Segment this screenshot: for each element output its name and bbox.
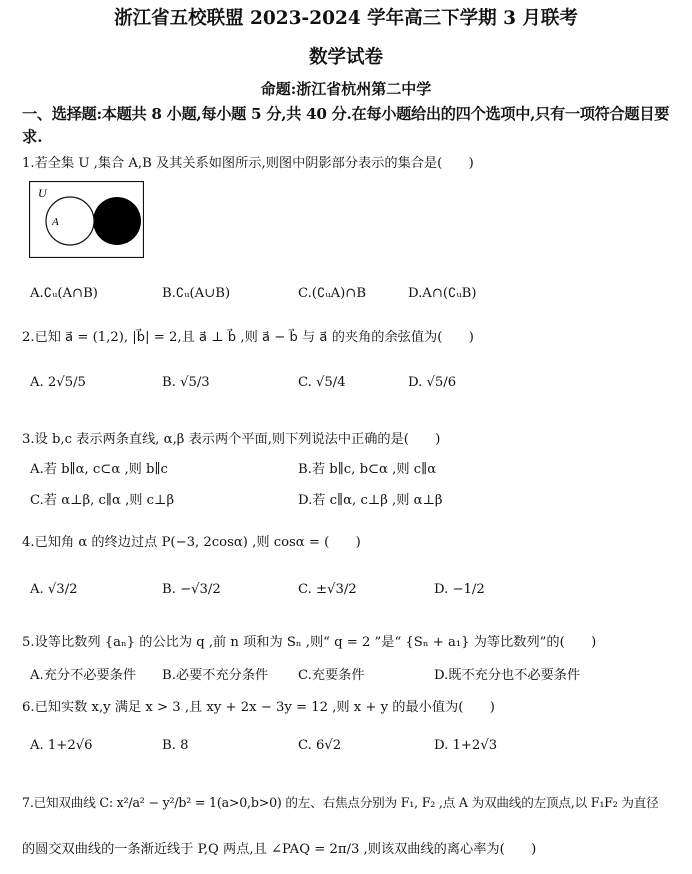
q1-option-c[interactable]: C.(∁ᵤA)∩B (298, 286, 367, 301)
q4-option-b[interactable]: B. −√3/2 (162, 582, 221, 597)
q5-option-d[interactable]: D.既不充分也不必要条件 (434, 668, 581, 683)
document-author: 命题:浙江省杭州第二中学 (260, 80, 432, 98)
q6-option-b[interactable]: B. 8 (162, 738, 189, 753)
question-6-stem: 6.已知实数 x,y 满足 x > 3 ,且 xy + 2x − 3y = 12 ,则 x + y 的最小值为( ) (22, 700, 495, 715)
q2-option-d[interactable]: D. √5/6 (408, 375, 457, 390)
q3-option-d[interactable]: D.若 c∥α, c⊥β ,则 α⊥β (298, 493, 443, 508)
q1-option-b[interactable]: B.∁ᵤ(A∪B) (162, 286, 231, 301)
q6-option-d[interactable]: D. 1+2√3 (434, 738, 498, 753)
q3-option-c[interactable]: C.若 α⊥β, c∥α ,则 c⊥β (30, 493, 175, 508)
q4-option-c[interactable]: C. ±√3/2 (298, 582, 357, 597)
document-title: 浙江省五校联盟 2023-2024 学年高三下学期 3 月联考 (114, 8, 578, 29)
question-7-stem: 7.已知双曲线 C: x²/a² − y²/b² = 1(a>0,b>0) 的左、右焦点分别为 F₁, F₂ ,点 A 为双曲线的左顶点,以 F₁F₂ 为直径 (22, 795, 659, 810)
q4-option-d[interactable]: D. −1/2 (434, 582, 485, 597)
q1-option-d[interactable]: D.A∩(∁ᵤB) (408, 286, 477, 301)
q2-option-a[interactable]: A. 2√5/5 (30, 375, 86, 390)
universe-label: U (38, 186, 47, 200)
question-1-stem: 1.若全集 U ,集合 A,B 及其关系如图所示,则图中阴影部分表示的集合是( ) (22, 156, 474, 171)
q4-option-a[interactable]: A. √3/2 (30, 582, 78, 597)
question-5-stem: 5.设等比数列 {aₙ} 的公比为 q ,前 n 项和为 Sₙ ,则“ q = 2 ”是“ {Sₙ + a₁} 为等比数列”的( ) (22, 635, 597, 650)
circle-b-shaded (93, 197, 141, 245)
q2-option-b[interactable]: B. √5/3 (162, 375, 210, 390)
q1-option-a[interactable]: A.∁ᵤ(A∩B) (30, 286, 98, 301)
q6-option-c[interactable]: C. 6√2 (298, 738, 342, 753)
question-3-stem: 3.设 b,c 表示两条直线, α,β 表示两个平面,则下列说法中正确的是( ) (22, 432, 441, 447)
q3-option-a[interactable]: A.若 b∥α, c⊂α ,则 b∥c (30, 462, 168, 477)
document-subtitle: 数学试卷 (308, 47, 383, 68)
q3-option-b[interactable]: B.若 b∥c, b⊂α ,则 c∥α (298, 462, 437, 477)
q5-option-a[interactable]: A.充分不必要条件 (30, 668, 137, 683)
set-a-label: A (52, 216, 59, 228)
section-heading-cont: 求. (22, 128, 43, 146)
q2-option-c[interactable]: C. √5/4 (298, 375, 346, 390)
venn-diagram (29, 181, 144, 258)
question-2-stem: 2.已知 a⃗ = (1,2), |b⃗| = 2,且 a⃗ ⊥ b⃗ ,则 a⃗ − b⃗ 与 a⃗ 的夹角的余弦值为( ) (22, 330, 474, 345)
question-4-stem: 4.已知角 α 的终边过点 P(−3, 2cosα) ,则 cosα = ( ) (22, 535, 361, 550)
section-heading: 一、选择题:本题共 8 小题,每小题 5 分,共 40 分.在每小题给出的四个选项中,只有一项符合题目要 (22, 105, 670, 123)
q5-option-b[interactable]: B.必要不充分条件 (162, 668, 269, 683)
q5-option-c[interactable]: C.充要条件 (298, 668, 365, 683)
q6-option-a[interactable]: A. 1+2√6 (30, 738, 93, 753)
question-7-stem-cont: 的圆交双曲线的一条渐近线于 P,Q 两点,且 ∠PAQ = 2π/3 ,则该双曲线的离心率为( ) (22, 842, 537, 857)
